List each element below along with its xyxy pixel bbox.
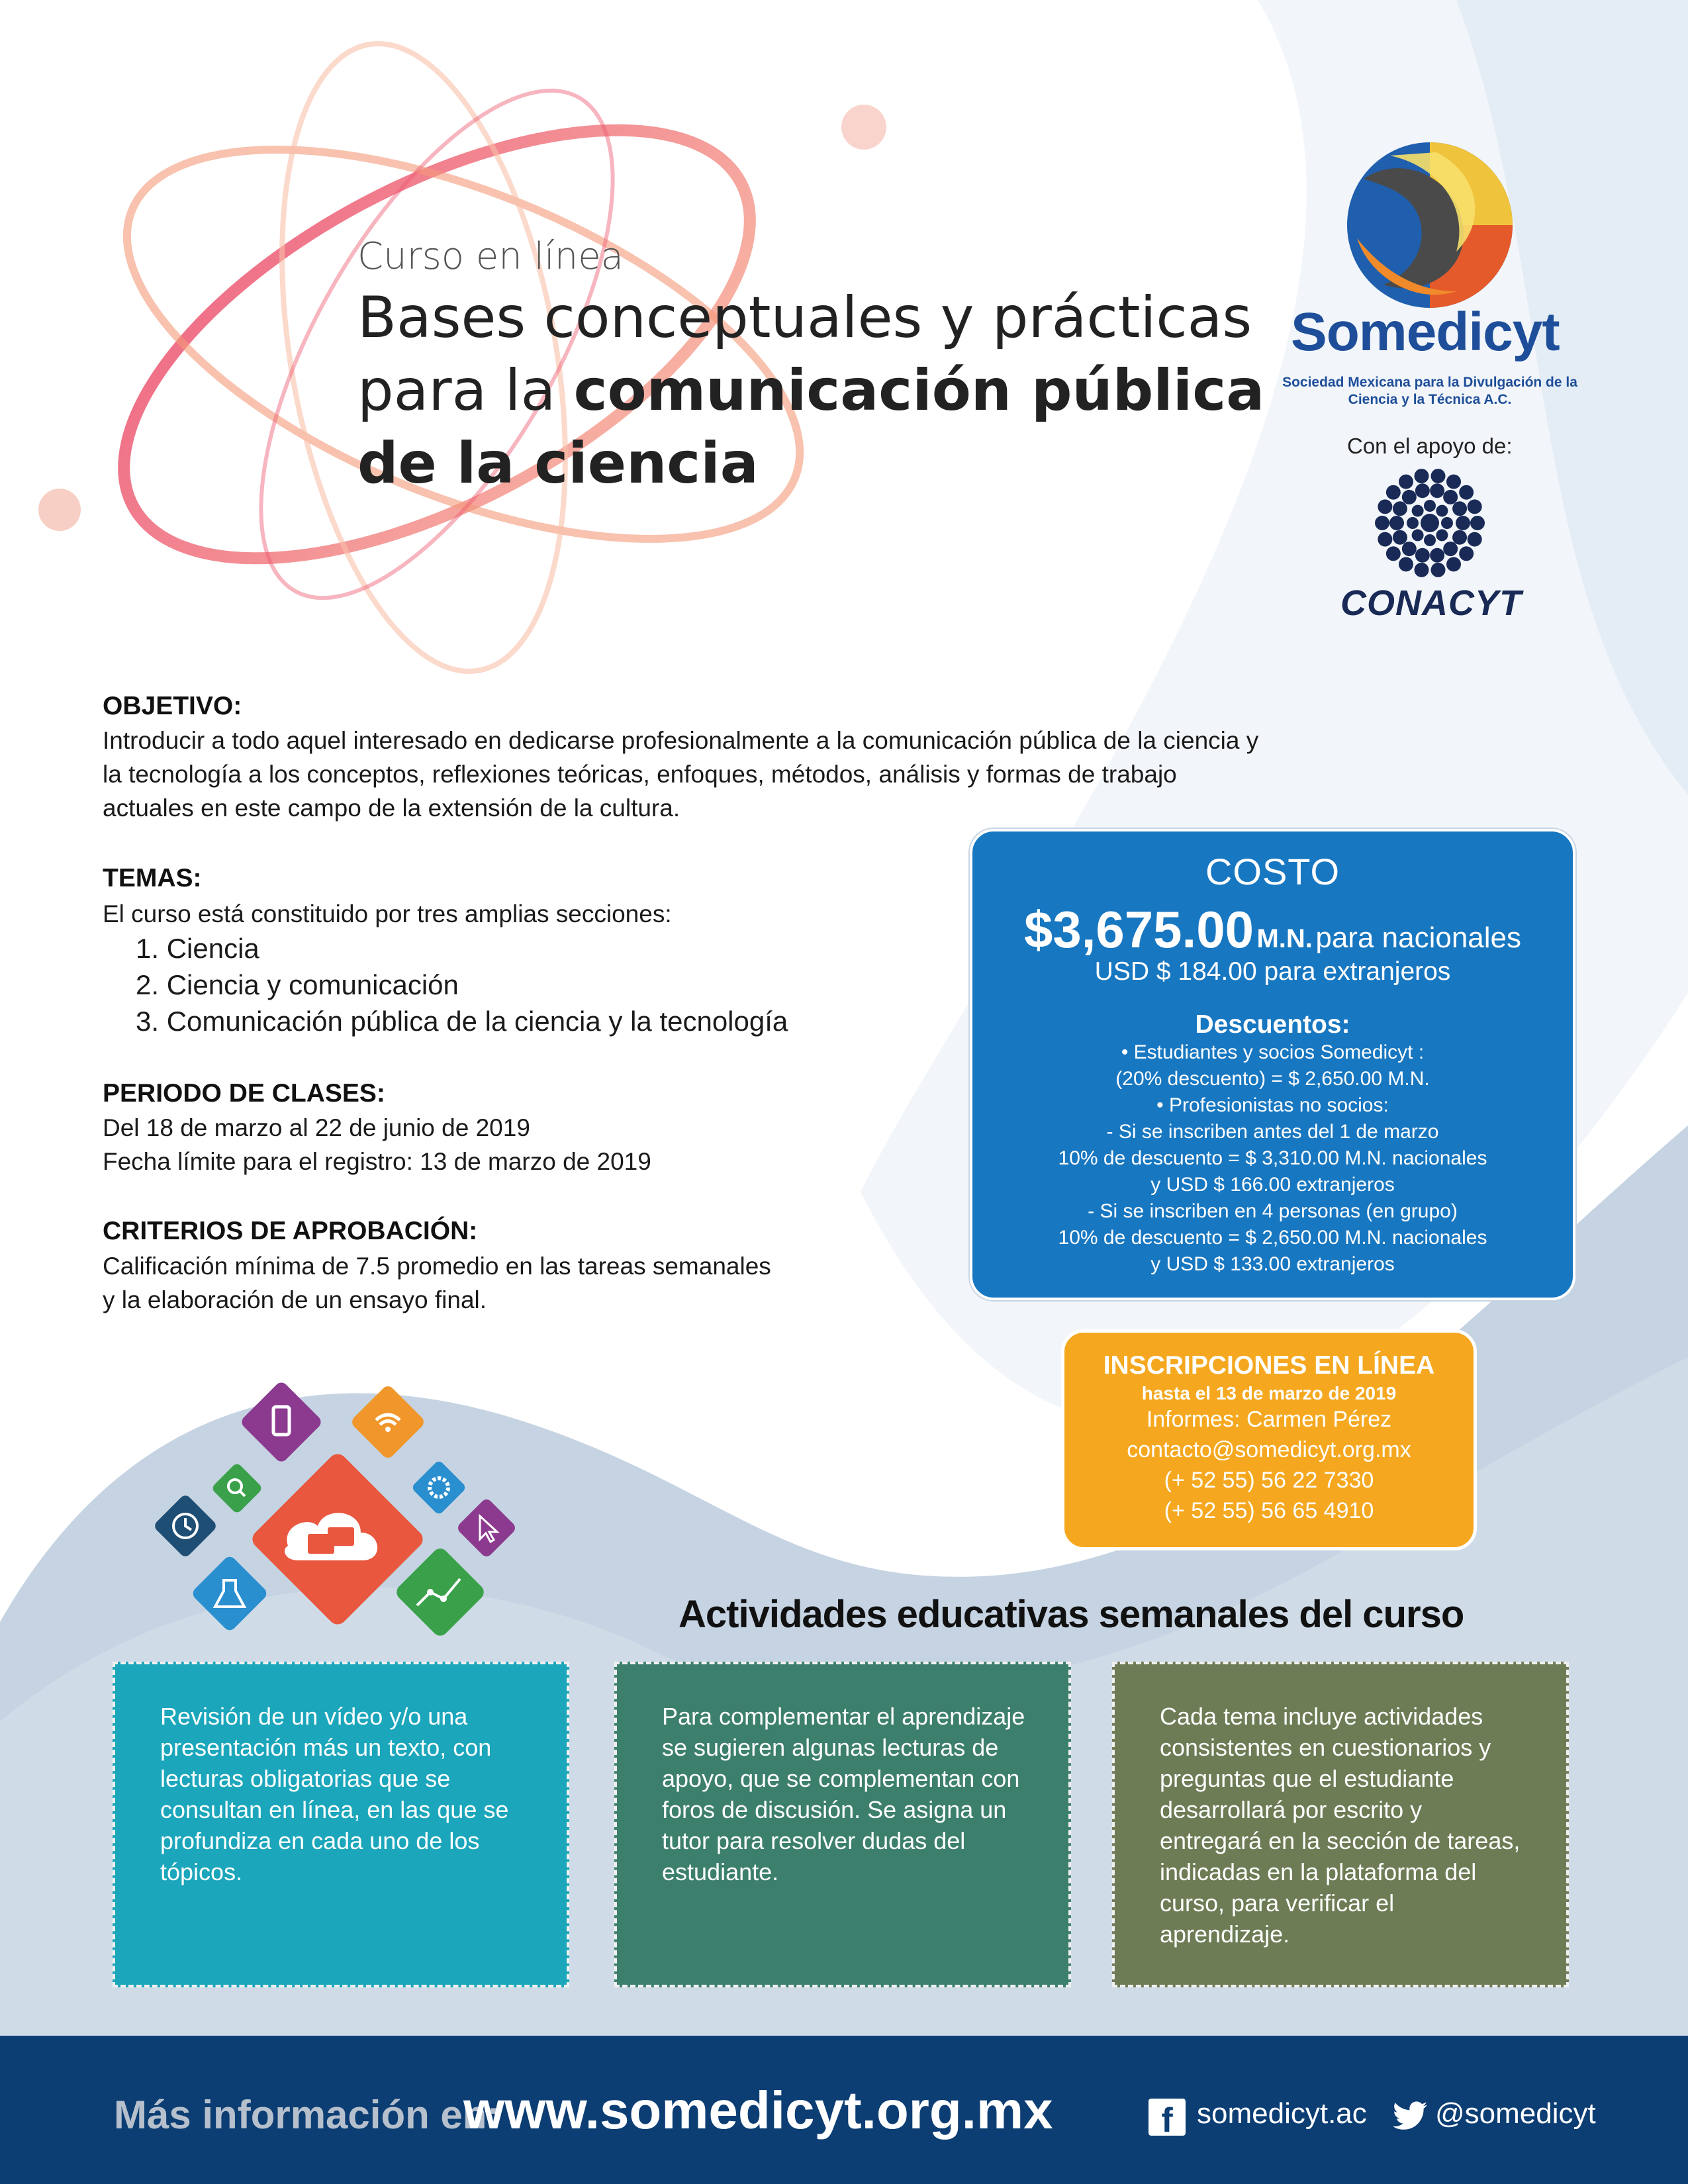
registration-deadline: hasta el 13 de marzo de 2019 [1141,1383,1397,1403]
criterios-line: y la elaboración de un ensayo final. [103,1286,487,1313]
conacyt-dot [1424,534,1436,546]
conacyt-dot [1378,532,1392,547]
cost-box [970,829,1575,1300]
objetivo-text [103,724,1427,825]
conacyt-dot [1386,485,1401,500]
conacyt-dot [1470,516,1485,530]
course-title [357,281,1264,500]
discount-line: - Si se inscriben en 4 personas (en grupo) [1088,1200,1458,1222]
discount-line: 10% de descuento = $ 3,310.00 M.N. nacionales [1058,1147,1487,1169]
conacyt-dot [1393,501,1407,516]
conacyt-dot [1436,505,1448,517]
objetivo-line: la tecnología a los conceptos, reflexiones teóricas, enfoques, métodos, análisis y formas de trabajo [103,761,1177,788]
discount-line: • Profesionistas no socios: [1156,1094,1389,1116]
activity-card: Para complementar el aprendizaje se sugieren algunas lecturas de apoyo, que se complementan con foros de discusión. Se asigna un tutor para resolver dudas del estudiante. [614,1662,1071,1987]
conacyt-dot [1399,475,1413,489]
conacyt-dot [1436,529,1448,541]
cost-price [972,900,1573,960]
conacyt-name: CONACYT [1340,583,1522,623]
title-line-3 [357,427,1264,500]
more-info-label: Más información en: [114,2093,500,2137]
periodo-line: Fecha límite para el registro: 13 de marzo de 2019 [103,1148,651,1175]
somedicyt-name: Somedicyt [1291,302,1560,362]
title-line-3-bold: de la ciencia [357,430,759,497]
price-national-label: para nacionales [1315,922,1522,954]
cloud-chat-icon [249,1450,427,1629]
course-type: Curso en línea [357,235,624,278]
conacyt-dot [1452,501,1467,516]
conacyt-dot [1431,469,1446,483]
facebook-handle[interactable]: somedicyt.ac [1197,2097,1367,2130]
contact-name: Informes: Carmen Pérez [1146,1407,1392,1432]
conacyt-dot [1415,483,1430,498]
contact-phone: (+ 52 55) 56 65 4910 [1164,1498,1374,1523]
chart-icon [393,1545,487,1638]
criterios-line: Calificación mínima de 7.5 promedio en las tareas semanales [103,1253,771,1280]
conacyt-dot [1441,517,1453,529]
title-line-2 [357,354,1264,427]
title-line-2-bold: comunicación pública [573,357,1265,424]
temas-list [136,930,788,1039]
discount-line: 10% de descuento = $ 2,650.00 M.N. nacionales [1058,1227,1487,1249]
conacyt-dot [1452,530,1467,545]
temas-item: 2. Ciencia y comunicación [136,969,459,1000]
conacyt-dot [1430,548,1444,563]
conacyt-dot [1468,499,1482,514]
discounts-list [972,1039,1573,1278]
conacyt-dot [1421,514,1439,532]
objetivo-heading: OBJETIVO: [103,692,242,720]
temas-item: 3. Comunicación pública de la ciencia y la tecnología [136,1006,788,1037]
discount-line: - Si se inscriben antes del 1 de marzo [1106,1121,1439,1143]
conacyt-dot [1424,500,1436,512]
activity-card: Cada tema incluye actividades consistentes en cuestionarios y preguntas que el estudiante desarrollará por escrito y entregará en la sección de tareas, indicadas en la plataforma del curso, para verificar el aprendizaje. [1112,1662,1569,1987]
somedicyt-tagline: Sociedad Mexicana para la Divulgación de la Ciencia y la Técnica A.C. [1282,375,1577,407]
conacyt-dot [1430,483,1444,498]
search-icon [211,1462,263,1514]
support-label: Con el apoyo de: [1347,434,1513,458]
periodo-text [103,1111,651,1178]
conacyt-dot [1375,516,1389,530]
registration-box [1061,1329,1477,1550]
activities-title: Actividades educativas semanales del curso [679,1593,1464,1636]
conacyt-dot [1412,529,1424,541]
title-line-1: Bases conceptuales y prácticas [357,285,1252,351]
conacyt-dot [1446,557,1461,571]
conacyt-dot [1393,530,1407,545]
objetivo-line: Introducir a todo aquel interesado en dedicarse profesionalmente a la comunicación pública de la ciencia y [103,727,1259,754]
phone-icon [239,1380,323,1464]
conacyt-dot [1414,563,1429,577]
objetivo-line: actuales en este campo de la extensión de la cultura. [103,794,680,822]
cursor-icon [455,1497,517,1558]
price-usd: USD $ 184.00 para extranjeros [1094,957,1451,986]
conacyt-logo-mark [1374,467,1486,579]
conacyt-dot [1386,546,1401,561]
activity-card: Revisión de un vídeo y/o una presentación más un texto, con lecturas obligatorias que se consultan en línea, en las que se profundiza en cada uno de los tópicos. [113,1662,569,1987]
price-amount: $3,675.00 [1023,900,1254,959]
conacyt-dot [1389,516,1404,530]
conacyt-dot [1431,563,1446,577]
conacyt-dot [1402,490,1417,504]
facebook-icon[interactable]: f [1149,2099,1186,2136]
discount-line: y USD $ 166.00 extranjeros [1150,1174,1395,1196]
contact-email[interactable]: contacto@somedicyt.org.mx [1127,1437,1411,1462]
website-link[interactable]: www.somedicyt.org.mx [463,2081,1053,2140]
criterios-heading: CRITERIOS DE APROBACIÓN: [103,1217,478,1245]
conacyt-dot [1407,517,1419,529]
conacyt-dot [1468,532,1482,547]
conacyt-dot [1446,475,1461,489]
somedicyt-logo-mark [1344,139,1516,311]
twitter-icon[interactable] [1393,2100,1427,2132]
title-line-2-plain: para la [357,357,574,424]
discounts-heading: Descuentos: [1195,1010,1350,1039]
criterios-text [103,1249,771,1317]
conacyt-dot [1402,542,1417,556]
conacyt-dot [1415,548,1430,563]
registration-heading: INSCRIPCIONES EN LÍNEA [1103,1351,1435,1380]
conacyt-dot [1456,516,1470,530]
temas-heading: TEMAS: [103,864,202,892]
temas-item: 1. Ciencia [136,933,259,964]
periodo-heading: PERIODO DE CLASES: [103,1079,385,1108]
flask-icon [191,1554,269,1633]
conacyt-dot [1459,485,1474,500]
conacyt-dot [1399,557,1413,571]
conacyt-dot [1378,499,1392,514]
cost-heading: COSTO [1205,851,1340,892]
conacyt-dot [1412,505,1424,517]
conacyt-dot [1443,490,1458,504]
twitter-handle[interactable]: @somedicyt [1435,2097,1596,2130]
gear-icon [411,1460,467,1516]
clock-icon [153,1494,218,1559]
discount-line: (20% descuento) = $ 2,650.00 M.N. [1115,1068,1430,1090]
contact-phone: (+ 52 55) 56 22 7330 [1164,1468,1374,1493]
periodo-line: Del 18 de marzo al 22 de junio de 2019 [103,1114,530,1141]
conacyt-dot [1459,546,1474,561]
temas-intro: El curso está constituido por tres amplias secciones: [103,900,672,927]
registration-contact [1064,1404,1474,1526]
tech-icons-cluster [149,1380,533,1645]
conacyt-dot [1414,469,1429,483]
conacyt-dot [1443,542,1458,556]
discount-line: • Estudiantes y socios Somedicyt : [1121,1041,1425,1063]
wifi-icon [350,1384,426,1460]
price-currency: M.N. [1256,924,1313,953]
discount-line: y USD $ 133.00 extranjeros [1150,1253,1395,1275]
